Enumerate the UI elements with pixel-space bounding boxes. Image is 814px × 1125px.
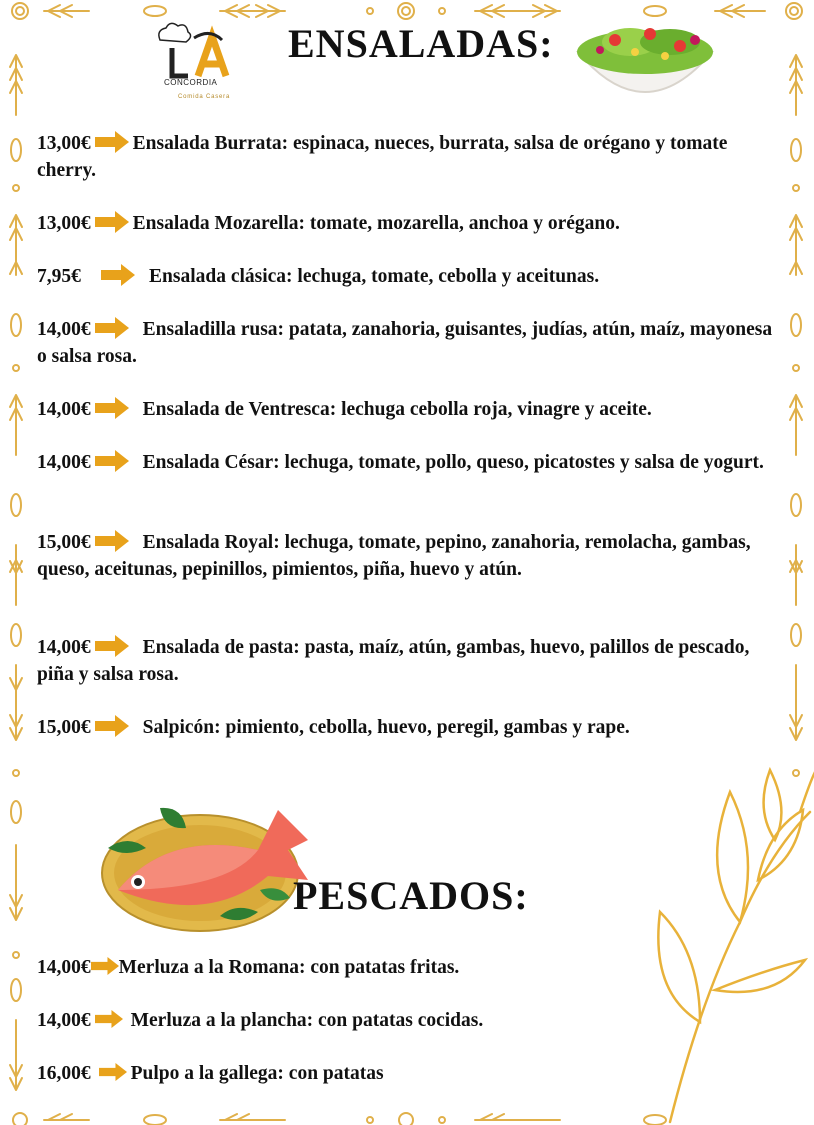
item-description: Merluza a la Romana: con patatas fritas.: [118, 957, 460, 978]
arrow-right-icon: [95, 131, 129, 153]
item-price: 7,95€: [37, 266, 81, 287]
item-description: Ensalada de pasta: pasta, maíz, atún, gambas, huevo, palillos de pescado, piña y salsa rosa.: [37, 637, 750, 685]
menu-item: [37, 316, 782, 370]
arrow-right-icon: [101, 264, 135, 286]
item-description: Salpicón: pimiento, cebolla, huevo, peregil, gambas y rape.: [142, 717, 630, 738]
item-description: Ensalada clásica: lechuga, tomate, cebolla y aceitunas.: [149, 266, 600, 287]
item-price: 14,00€: [37, 399, 91, 420]
section-title-ensaladas: ENSALADAS:: [288, 21, 554, 66]
item-description: Merluza a la plancha: con patatas cocidas.: [130, 1010, 484, 1031]
menu-item: [37, 714, 782, 741]
item-price: 14,00€: [37, 319, 91, 340]
menu-item: [37, 130, 782, 184]
menu-item: [37, 396, 782, 423]
item-description: Ensalada César: lechuga, tomate, pollo, queso, picatostes y salsa de yogurt.: [142, 452, 764, 473]
menu-item: [37, 263, 782, 290]
item-description: Ensaladilla rusa: patata, zanahoria, guisantes, judías, atún, maíz, mayonesa o salsa rosa.: [37, 319, 773, 367]
fish-plate-icon: [100, 798, 315, 933]
item-description: Ensalada Mozarella: tomate, mozarella, anchoa y orégano.: [132, 213, 620, 234]
item-price: 15,00€: [37, 532, 91, 553]
item-description: Ensalada Burrata: espinaca, nueces, burrata, salsa de orégano y tomate cherry.: [37, 133, 728, 181]
arrow-right-icon: [91, 955, 119, 977]
item-price: 13,00€: [37, 213, 91, 234]
item-price: 13,00€: [37, 133, 91, 154]
restaurant-logo: [150, 18, 240, 108]
menu-item: [37, 449, 782, 476]
arrow-right-icon: [95, 450, 129, 472]
section-title-pescados: PESCADOS:: [293, 873, 529, 918]
arrow-right-icon: [95, 715, 129, 737]
item-price: 15,00€: [37, 717, 91, 738]
arrow-right-icon: [95, 317, 129, 339]
logo-name: CONCORDIA: [164, 78, 218, 87]
menu-item: [37, 210, 782, 237]
item-price: 14,00€: [37, 1010, 91, 1031]
item-price: 14,00€: [37, 957, 91, 978]
arrow-right-icon: [95, 635, 129, 657]
item-description: Pulpo a la gallega: con patatas: [130, 1063, 384, 1084]
arrow-right-icon: [99, 1061, 127, 1083]
leaf-branch-icon: [640, 760, 814, 1125]
item-price: 16,00€: [37, 1063, 91, 1084]
arrow-right-icon: [95, 211, 129, 233]
item-price: 14,00€: [37, 452, 91, 473]
menu-item: [37, 634, 782, 688]
item-description: Ensalada Royal: lechuga, tomate, pepino, zanahoria, remolacha, gambas, queso, aceitunas, pepinillos, pimientos, piña, huevo y atún.: [37, 532, 751, 580]
menu-item: [37, 529, 782, 583]
arrow-right-icon: [95, 530, 129, 552]
item-price: 14,00€: [37, 637, 91, 658]
arrow-right-icon: [95, 397, 129, 419]
salad-bowl-icon: [570, 12, 720, 104]
logo-tagline: Comida Casera: [178, 94, 231, 100]
arrow-right-icon: [95, 1008, 123, 1030]
item-description: Ensalada de Ventresca: lechuga cebolla roja, vinagre y aceite.: [142, 399, 652, 420]
